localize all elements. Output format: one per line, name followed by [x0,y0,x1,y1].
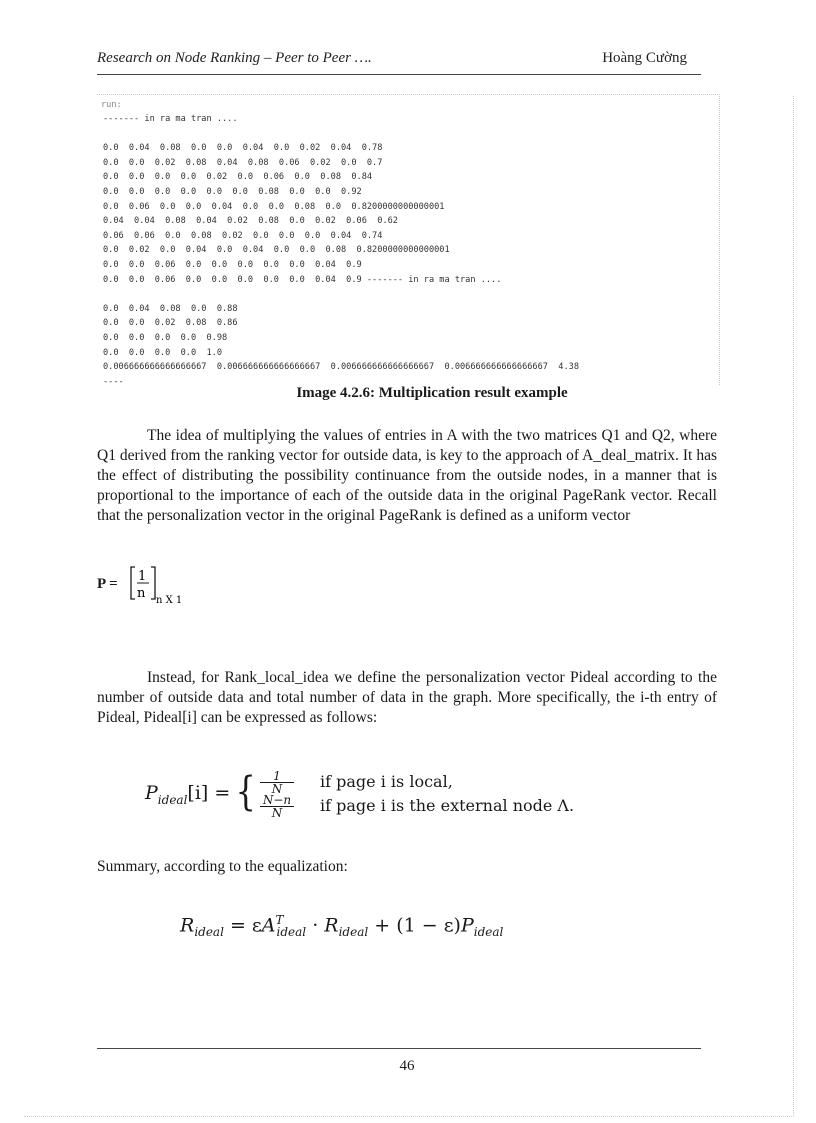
console-line: 0.0 0.04 0.08 0.0 0.88 [103,303,238,314]
figure-caption: Image 4.2.6: Multiplication result example [296,385,568,401]
footer-rule [97,1048,701,1049]
console-line: 0.0 0.02 0.0 0.04 0.0 0.04 0.0 0.0 0.08 0.8200000000000001 [103,245,450,256]
header-title: Research on Node Ranking – Peer to Peer …. [97,50,372,66]
console-line: 0.006666666666666667 0.006666666666666667 0.006666666666666667 0.006666666666666667 4.38 [103,362,579,373]
console-line: ------- in ra ma tran .... [103,114,238,124]
console-run-label: run: [101,100,122,110]
console-line: 0.0 0.0 0.06 0.0 0.0 0.0 0.0 0.0 0.04 0.9 ------- in ra ma tran .... [103,274,502,285]
case-local: if page i is local, [320,772,453,791]
paragraph-pideal: Instead, for Rank_local_idea we define the personalization vector Pideal according to the number of outside data and total number of data in the graph. More specifically, the i-th entry of Pideal, Pideal[i] can be expressed as follows: [97,669,717,726]
page-border-bottom [24,1116,794,1117]
case-external: if page i is the external node Λ. [320,796,575,815]
fraction-one-over-n: $\frac{1}{N}$ [260,770,294,795]
formula-p-num: 1 [138,569,147,584]
console-line: 0.0 0.0 0.0 0.0 0.02 0.0 0.06 0.0 0.08 0.84 [103,172,373,183]
console-line: 0.0 0.0 0.02 0.08 0.86 [103,318,238,329]
console-line: 0.0 0.0 0.02 0.08 0.04 0.08 0.06 0.02 0.0 0.7 [103,157,383,168]
console-line: 0.04 0.04 0.08 0.04 0.02 0.08 0.0 0.02 0.06 0.62 [103,216,398,227]
formula-p-den: n [137,586,146,601]
fraction-n-minus-n-over-n: $\frac{N-n}{N}$ [260,794,294,819]
console-line: ---- [103,376,124,385]
console-line: 0.06 0.06 0.0 0.08 0.02 0.0 0.0 0.0 0.04 0.74 [103,230,383,241]
page-header [97,48,701,75]
summary-line: Summary, according to the equalization: [97,858,348,875]
console-line [103,127,579,142]
formula-rideal: $R_{ideal} = \varepsilon A^T_{ideal} \cdot R_{ideal} + (1 - \varepsilon)P_{ideal}$ [180,913,504,940]
formula-personalization-vector [97,565,217,610]
formula-p-sub: n X 1 [156,595,183,606]
console-line: 0.0 0.0 0.0 0.0 0.98 [103,332,228,343]
page-number: 46 [399,1058,415,1074]
formula-pideal-lhs: $P_{ideal}[i]$ = [145,782,231,807]
left-brace: { [235,769,256,815]
formula-p-lhs: P = [97,576,118,592]
console-output-screenshot [97,94,720,385]
formula-p-bracket [129,565,209,610]
formula-pideal-cases [145,768,585,828]
page-border-right [793,96,794,1117]
paragraph-intro: The idea of multiplying the values of entries in A with the two matrices Q1 and Q2, where Q1 derived from the ranking vector for outside data, is key to the approach of A_deal_matrix. It has the effect of distributing the possibility continuance from the outside nodes, in a manner that is proportional to the importance of each of the outside data in the original PageRank vector. Recall that the personalization vector in the original PageRank is defined as a uniform vector [97,427,717,524]
console-line: 0.0 0.06 0.0 0.0 0.04 0.0 0.0 0.08 0.0 0.8200000000000001 [103,201,445,212]
console-line: 0.0 0.0 0.0 0.0 1.0 [103,347,222,358]
header-author: Hoàng Cường [602,50,687,66]
console-line [103,287,579,302]
console-line: 0.0 0.0 0.0 0.0 0.0 0.0 0.08 0.0 0.0 0.92 [103,186,362,197]
console-line: 0.0 0.04 0.08 0.0 0.0 0.04 0.0 0.02 0.04 0.78 [103,143,383,154]
console-lines [103,112,579,385]
console-line: 0.0 0.0 0.06 0.0 0.0 0.0 0.0 0.0 0.04 0.9 [103,259,362,270]
